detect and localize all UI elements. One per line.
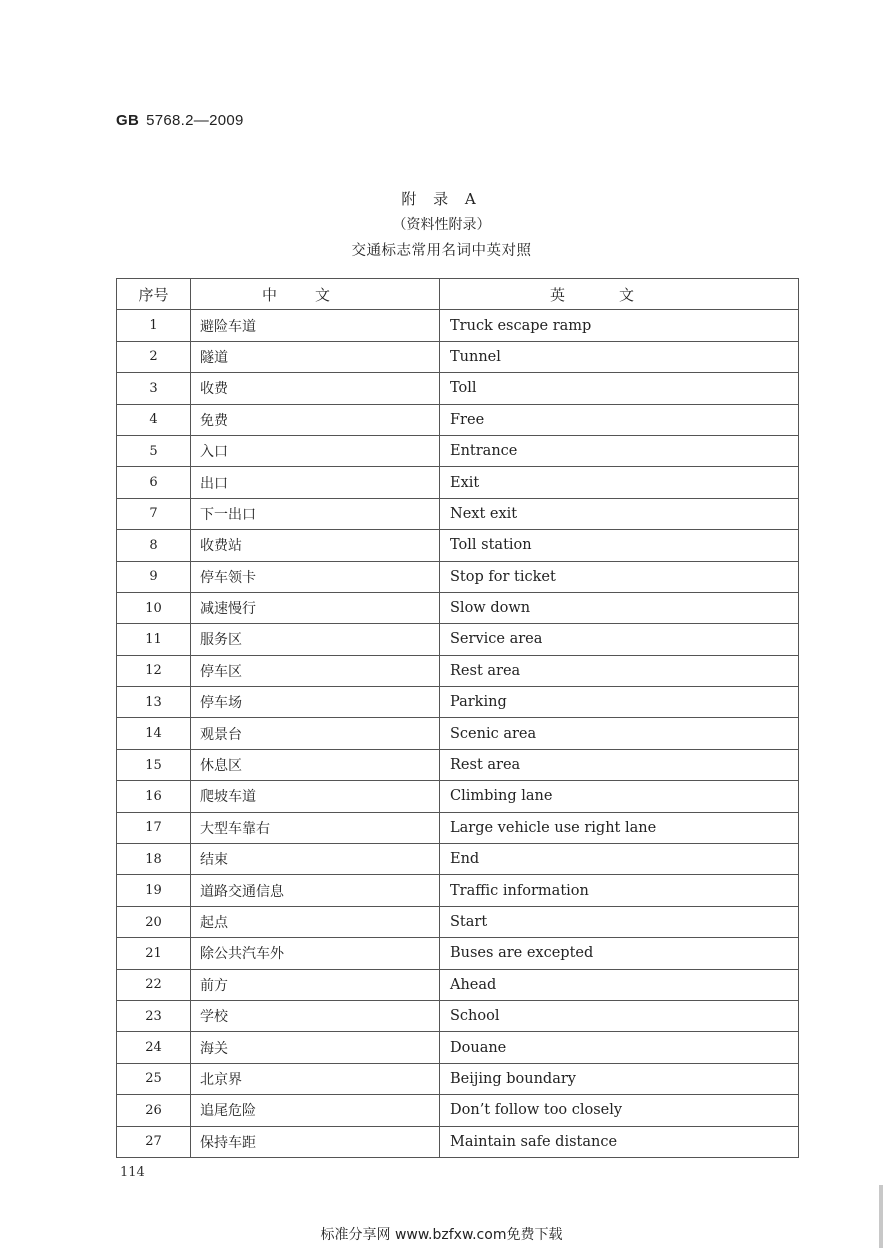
table-row — [117, 561, 799, 592]
header-en: 英文 — [440, 279, 799, 310]
row-chinese-term: 收费 — [191, 373, 440, 404]
table-row — [117, 812, 799, 843]
row-chinese-term: 免费 — [191, 404, 440, 435]
row-chinese-term: 观景台 — [191, 718, 440, 749]
table-row — [117, 498, 799, 529]
row-number: 17 — [117, 812, 191, 843]
standard-number: 5768.2—2009 — [146, 112, 244, 129]
table-row — [117, 373, 799, 404]
row-chinese-term: 下一出口 — [191, 498, 440, 529]
row-number: 14 — [117, 718, 191, 749]
standard-prefix: GB — [116, 112, 140, 129]
row-chinese-term: 道路交通信息 — [191, 875, 440, 906]
row-chinese-term: 海关 — [191, 1032, 440, 1063]
row-english-term: Rest area — [440, 655, 799, 686]
appendix-title: 附 录 A — [401, 190, 482, 208]
row-number: 27 — [117, 1126, 191, 1157]
standard-code — [116, 112, 244, 129]
row-chinese-term: 出口 — [191, 467, 440, 498]
row-english-term: Toll — [440, 373, 799, 404]
row-number: 8 — [117, 530, 191, 561]
row-number: 13 — [117, 687, 191, 718]
row-chinese-term: 停车场 — [191, 687, 440, 718]
row-number: 4 — [117, 404, 191, 435]
row-english-term: Buses are excepted — [440, 938, 799, 969]
table-row — [117, 1126, 799, 1157]
row-number: 21 — [117, 938, 191, 969]
row-chinese-term: 隧道 — [191, 341, 440, 372]
row-english-term: Tunnel — [440, 341, 799, 372]
row-number: 18 — [117, 844, 191, 875]
row-chinese-term: 停车领卡 — [191, 561, 440, 592]
row-english-term: School — [440, 1000, 799, 1031]
table-row — [117, 1000, 799, 1031]
table-row — [117, 310, 799, 341]
row-number: 9 — [117, 561, 191, 592]
table-row — [117, 875, 799, 906]
row-english-term: Free — [440, 404, 799, 435]
row-number: 19 — [117, 875, 191, 906]
table-header-row — [117, 279, 799, 310]
table-row — [117, 467, 799, 498]
row-english-term: Service area — [440, 624, 799, 655]
row-english-term: Ahead — [440, 969, 799, 1000]
row-chinese-term: 入口 — [191, 435, 440, 466]
appendix-name: 交通标志常用名词中英对照 — [351, 243, 532, 259]
row-chinese-term: 前方 — [191, 969, 440, 1000]
table-row — [117, 749, 799, 780]
row-english-term: Start — [440, 906, 799, 937]
row-english-term: Toll station — [440, 530, 799, 561]
row-number: 15 — [117, 749, 191, 780]
row-chinese-term: 起点 — [191, 906, 440, 937]
row-english-term: Slow down — [440, 592, 799, 623]
row-english-term: Large vehicle use right lane — [440, 812, 799, 843]
row-chinese-term: 北京界 — [191, 1063, 440, 1094]
row-chinese-term: 结束 — [191, 844, 440, 875]
table-row — [117, 341, 799, 372]
row-english-term: Rest area — [440, 749, 799, 780]
table-row — [117, 1095, 799, 1126]
row-english-term: Traffic information — [440, 875, 799, 906]
table-row — [117, 1032, 799, 1063]
table-row — [117, 592, 799, 623]
row-english-term: Next exit — [440, 498, 799, 529]
row-number: 24 — [117, 1032, 191, 1063]
row-number: 26 — [117, 1095, 191, 1126]
page-number: 114 — [120, 1165, 145, 1180]
appendix-note: （资料性附录） — [392, 217, 491, 233]
row-chinese-term: 停车区 — [191, 655, 440, 686]
row-chinese-term: 爬坡车道 — [191, 781, 440, 812]
terms-table — [116, 278, 799, 1158]
row-chinese-term: 除公共汽车外 — [191, 938, 440, 969]
row-chinese-term: 追尾危险 — [191, 1095, 440, 1126]
row-number: 11 — [117, 624, 191, 655]
table-row — [117, 687, 799, 718]
row-english-term: Parking — [440, 687, 799, 718]
table-row — [117, 655, 799, 686]
row-number: 1 — [117, 310, 191, 341]
header-num: 序号 — [117, 279, 191, 310]
row-number: 10 — [117, 592, 191, 623]
table-row — [117, 718, 799, 749]
row-number: 7 — [117, 498, 191, 529]
header-zh: 中文 — [191, 279, 440, 310]
row-english-term: Maintain safe distance — [440, 1126, 799, 1157]
row-english-term: End — [440, 844, 799, 875]
row-english-term: Truck escape ramp — [440, 310, 799, 341]
row-english-term: Exit — [440, 467, 799, 498]
row-chinese-term: 学校 — [191, 1000, 440, 1031]
row-number: 2 — [117, 341, 191, 372]
row-number: 3 — [117, 373, 191, 404]
row-number: 16 — [117, 781, 191, 812]
row-chinese-term: 保持车距 — [191, 1126, 440, 1157]
row-chinese-term: 避险车道 — [191, 310, 440, 341]
row-chinese-term: 大型车靠右 — [191, 812, 440, 843]
table-row — [117, 938, 799, 969]
row-number: 23 — [117, 1000, 191, 1031]
row-number: 20 — [117, 906, 191, 937]
row-english-term: Climbing lane — [440, 781, 799, 812]
table-row — [117, 781, 799, 812]
row-number: 12 — [117, 655, 191, 686]
row-chinese-term: 减速慢行 — [191, 592, 440, 623]
row-chinese-term: 服务区 — [191, 624, 440, 655]
table-row — [117, 1063, 799, 1094]
row-chinese-term: 休息区 — [191, 749, 440, 780]
table-row — [117, 969, 799, 1000]
row-number: 6 — [117, 467, 191, 498]
row-number: 22 — [117, 969, 191, 1000]
table-row — [117, 624, 799, 655]
table-row — [117, 530, 799, 561]
scan-edge-mark — [879, 1185, 883, 1248]
table-row — [117, 404, 799, 435]
row-number: 5 — [117, 435, 191, 466]
row-english-term: Scenic area — [440, 718, 799, 749]
table-row — [117, 844, 799, 875]
row-chinese-term: 收费站 — [191, 530, 440, 561]
footer-watermark: 标准分享网 www.bzfxw.com免费下载 — [320, 1227, 563, 1243]
row-english-term: Douane — [440, 1032, 799, 1063]
row-english-term: Beijing boundary — [440, 1063, 799, 1094]
table-row — [117, 435, 799, 466]
table-row — [117, 906, 799, 937]
row-english-term: Entrance — [440, 435, 799, 466]
row-number: 25 — [117, 1063, 191, 1094]
row-english-term: Stop for ticket — [440, 561, 799, 592]
row-english-term: Don’t follow too closely — [440, 1095, 799, 1126]
